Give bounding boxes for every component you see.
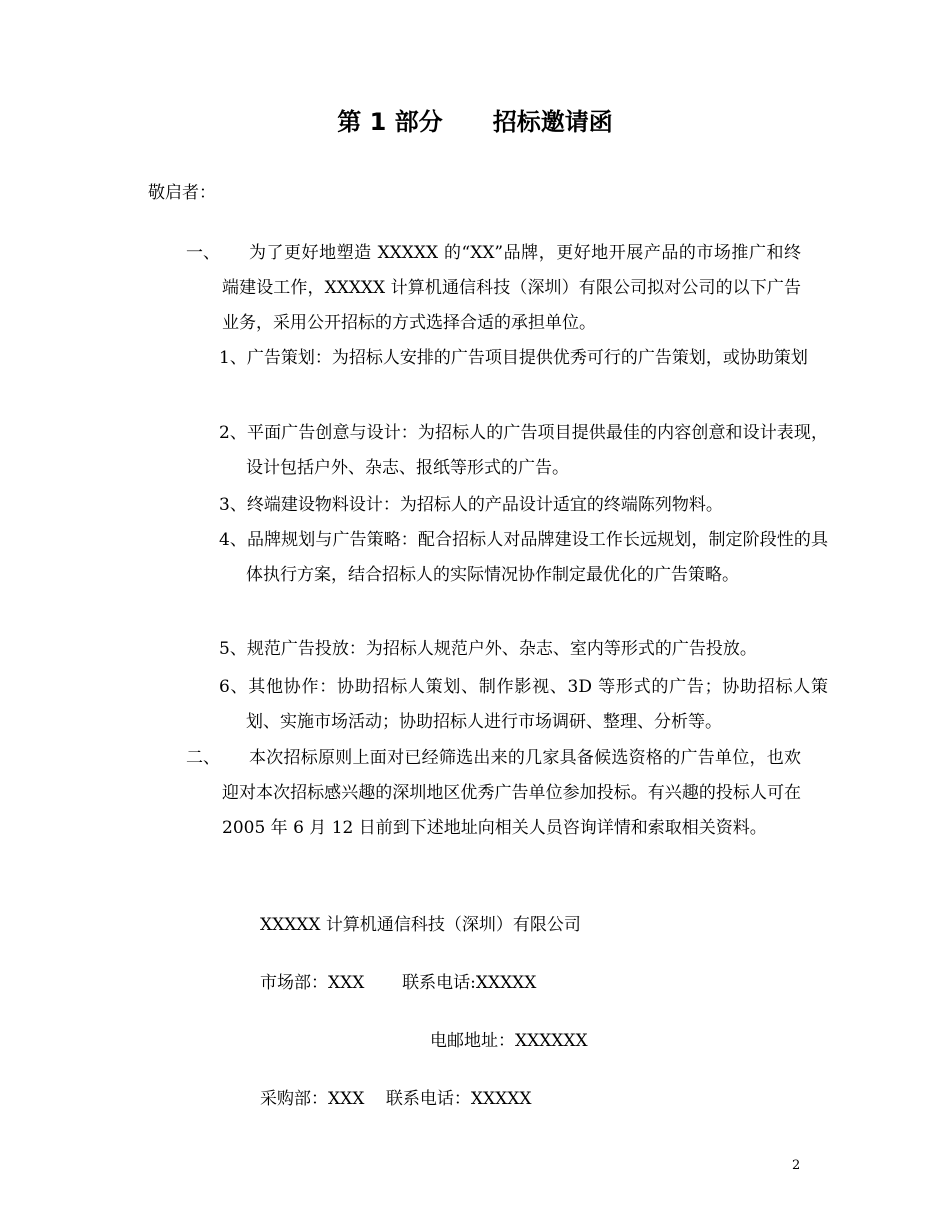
contact-company: XXXXX 计算机通信科技（深圳）有限公司 (260, 915, 581, 935)
list-item: 6、其他协作：协助招标人策划、制作影视、3D 等形式的广告；协助招标人策划、实施市场活动；协助招标人进行市场调研、整理、分析等。 (219, 677, 828, 732)
list-item: 2、平面广告创意与设计：为招标人的广告项目提供最佳的内容创意和设计表现，设计包括户外、杂志、报纸等形式的广告。 (219, 423, 828, 478)
section-two (186, 741, 801, 846)
section-number: 一、 (186, 243, 220, 263)
page-title: 第 1 部分 招标邀请函 (337, 108, 613, 136)
section-one (186, 236, 801, 341)
contact-email: 电邮地址：XXXXXX (430, 1031, 588, 1051)
contact-purchasing: 采购部：XXX 联系电话：XXXXX (260, 1089, 532, 1109)
list-item: 4、品牌规划与广告策略：配合招标人对品牌建设工作长远规划，制定阶段性的具体执行方案，结合招标人的实际情况协作制定最优化的广告策略。 (219, 530, 828, 585)
contact-marketing: 市场部：XXX 联系电话:XXXXX (260, 973, 537, 993)
section-paragraph: 为了更好地塑造 XXXXX 的“XX”品牌，更好地开展产品的市场推广和终端建设工作，XXXXX 计算机通信科技（深圳）有限公司拟对公司的以下广告业务，采用公开招标的方式选择合适的承担单位。 (222, 243, 801, 333)
section-number: 二、 (186, 748, 220, 768)
page-number: 2 (792, 1158, 801, 1173)
greeting: 敬启者： (148, 183, 216, 203)
list-item: 3、终端建设物料设计：为招标人的产品设计适宜的终端陈列物料。 (219, 495, 723, 515)
section-paragraph: 本次招标原则上面对已经筛选出来的几家具备候选资格的广告单位，也欢迎对本次招标感兴趣的深圳地区优秀广告单位参加投标。有兴趣的投标人可在 2005 年 6 月 12 日前到下述地址向相关人员咨询详情和索取相关资料。 (222, 748, 801, 838)
list-item: 5、规范广告投放：为招标人规范户外、杂志、室内等形式的广告投放。 (219, 639, 757, 659)
list-item: 1、广告策划：为招标人安排的广告项目提供优秀可行的广告策划，或协助策划 (219, 348, 808, 368)
